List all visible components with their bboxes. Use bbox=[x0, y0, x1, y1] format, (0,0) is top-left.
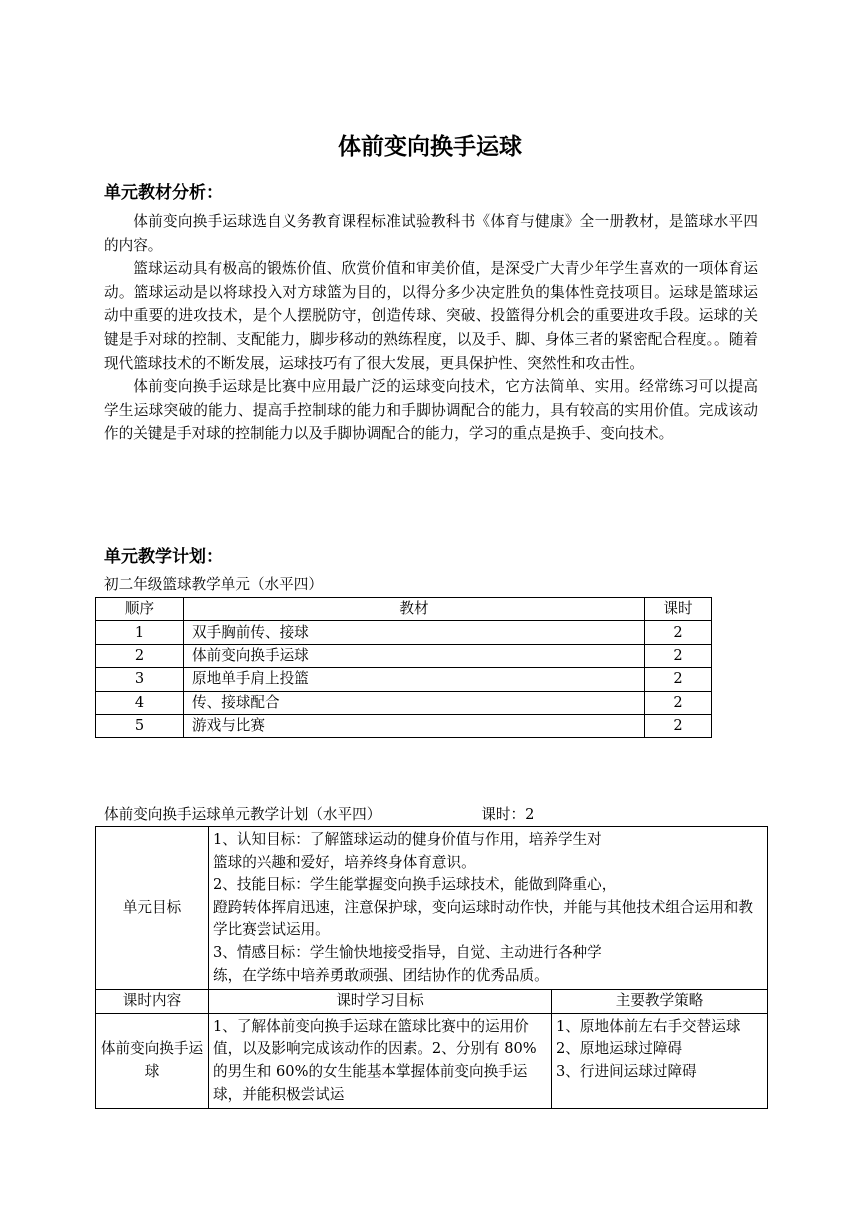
row-order: 1 bbox=[96, 621, 184, 644]
unit-schedule-table bbox=[95, 597, 712, 738]
row-material: 体前变向换手运球 bbox=[184, 644, 645, 667]
header-material: 教材 bbox=[184, 598, 645, 621]
header-strategy: 主要教学策略 bbox=[552, 990, 768, 1014]
goal-cell bbox=[209, 827, 768, 990]
table-row bbox=[96, 644, 712, 667]
row-material: 原地单手肩上投篮 bbox=[184, 668, 645, 691]
row-material: 传、接球配合 bbox=[184, 691, 645, 714]
row-order: 4 bbox=[96, 691, 184, 714]
table-row bbox=[96, 714, 712, 737]
strategy-item: 2、原地运球过障碍 bbox=[556, 1040, 683, 1058]
row-order: 5 bbox=[96, 714, 184, 737]
goal-line: 3、情感目标：学生愉快地接受指导，自觉、主动进行各种学 bbox=[213, 943, 602, 961]
row-hours: 2 bbox=[645, 621, 712, 644]
row-hours: 2 bbox=[645, 644, 712, 667]
row-order: 3 bbox=[96, 668, 184, 691]
lesson-strategies bbox=[552, 1013, 768, 1108]
row-hours: 2 bbox=[645, 668, 712, 691]
goal-line: 练，在学练中培养勇敢顽强、团结协作的优秀品质。 bbox=[213, 966, 549, 984]
row-material: 双手胸前传、接球 bbox=[184, 621, 645, 644]
table-header-row bbox=[96, 598, 712, 621]
table-row bbox=[96, 621, 712, 644]
table-row bbox=[96, 1013, 768, 1108]
unit-hours: 课时：2 bbox=[481, 806, 535, 823]
plan-heading: 单元教学计划： bbox=[104, 547, 223, 567]
unit-plan-table bbox=[95, 826, 768, 1109]
goal-line: 2、技能目标：学生能掌握变向换手运球技术，能做到降重心， bbox=[213, 876, 617, 894]
goal-line: 篮球的兴趣和爱好，培养终身体育意识。 bbox=[213, 853, 476, 871]
analysis-paragraph: 篮球运动具有极高的锻炼价值、欣赏价值和审美价值，是深受广大青少年学生喜欢的一项体育运动。篮球运动是以将球投入对方球篮为目的，以得分多少决定胜负的集体性竞技项目。运球是篮球运动中重要的进攻技术，是个人摆脱防守，创造传球、突破、投篮得分机会的重要进攻手段。运球的关键是手对球的控制、支配能力，脚步移动的熟练程度，以及手、脚、身体三者的紧密配合程度。。随着现代篮球技术的不断发展，运球技巧有了很大发展，更具保护性、突然性和攻击性。 bbox=[104, 260, 758, 372]
goal-line: 蹬跨转体挥肩迅速，注意保护球，变向运球时动作快，并能与其他技术组合运用和教学比赛尝试运用。 bbox=[213, 898, 753, 939]
unit-caption-title: 体前变向换手运球单元教学计划（水平四） bbox=[104, 806, 382, 823]
unit-caption bbox=[104, 805, 534, 825]
strategy-item: 1、原地体前左右手交替运球 bbox=[556, 1017, 741, 1035]
row-hours: 2 bbox=[645, 714, 712, 737]
lesson-objectives: 1、了解体前变向换手运球在篮球比赛中的运用价值，以及影响完成该动作的因素。2、分别有 80%的男生和 60%的女生能基本掌握体前变向换手运球，并能积极尝试运 bbox=[209, 1013, 552, 1108]
analysis-heading: 单元教材分析： bbox=[104, 183, 223, 203]
row-material: 游戏与比赛 bbox=[184, 714, 645, 737]
lesson-content: 体前变向换手运球 bbox=[96, 1013, 209, 1108]
goal-line: 1、认知目标：了解篮球运动的健身价值与作用，培养学生对 bbox=[213, 831, 602, 848]
header-objective: 课时学习目标 bbox=[209, 990, 552, 1014]
row-hours: 2 bbox=[645, 691, 712, 714]
header-content: 课时内容 bbox=[96, 990, 209, 1014]
table-row bbox=[96, 691, 712, 714]
header-hours: 课时 bbox=[645, 598, 712, 621]
analysis-paragraph: 体前变向换手运球选自义务教育课程标准试验教科书《体育与健康》全一册教材，是篮球水平四的内容。 bbox=[104, 213, 758, 254]
table-header-row bbox=[96, 990, 768, 1014]
page-title: 体前变向换手运球 bbox=[338, 134, 522, 160]
header-order: 顺序 bbox=[96, 598, 184, 621]
goal-row bbox=[96, 827, 768, 990]
plan-caption: 初二年级篮球教学单元（水平四） bbox=[104, 576, 323, 593]
table-row bbox=[96, 668, 712, 691]
goal-label: 单元目标 bbox=[96, 827, 209, 990]
row-order: 2 bbox=[96, 644, 184, 667]
strategy-item: 3、行进间运球过障碍 bbox=[556, 1062, 697, 1080]
analysis-body bbox=[104, 210, 758, 446]
analysis-paragraph: 体前变向换手运球是比赛中应用最广泛的运球变向技术，它方法简单、实用。经常练习可以提高学生运球突破的能力、提高手控制球的能力和手脚协调配合的能力，具有较高的实用价值。完成该动作的关键是手对球的控制能力以及手脚协调配合的能力，学习的重点是换手、变向技术。 bbox=[104, 378, 758, 443]
